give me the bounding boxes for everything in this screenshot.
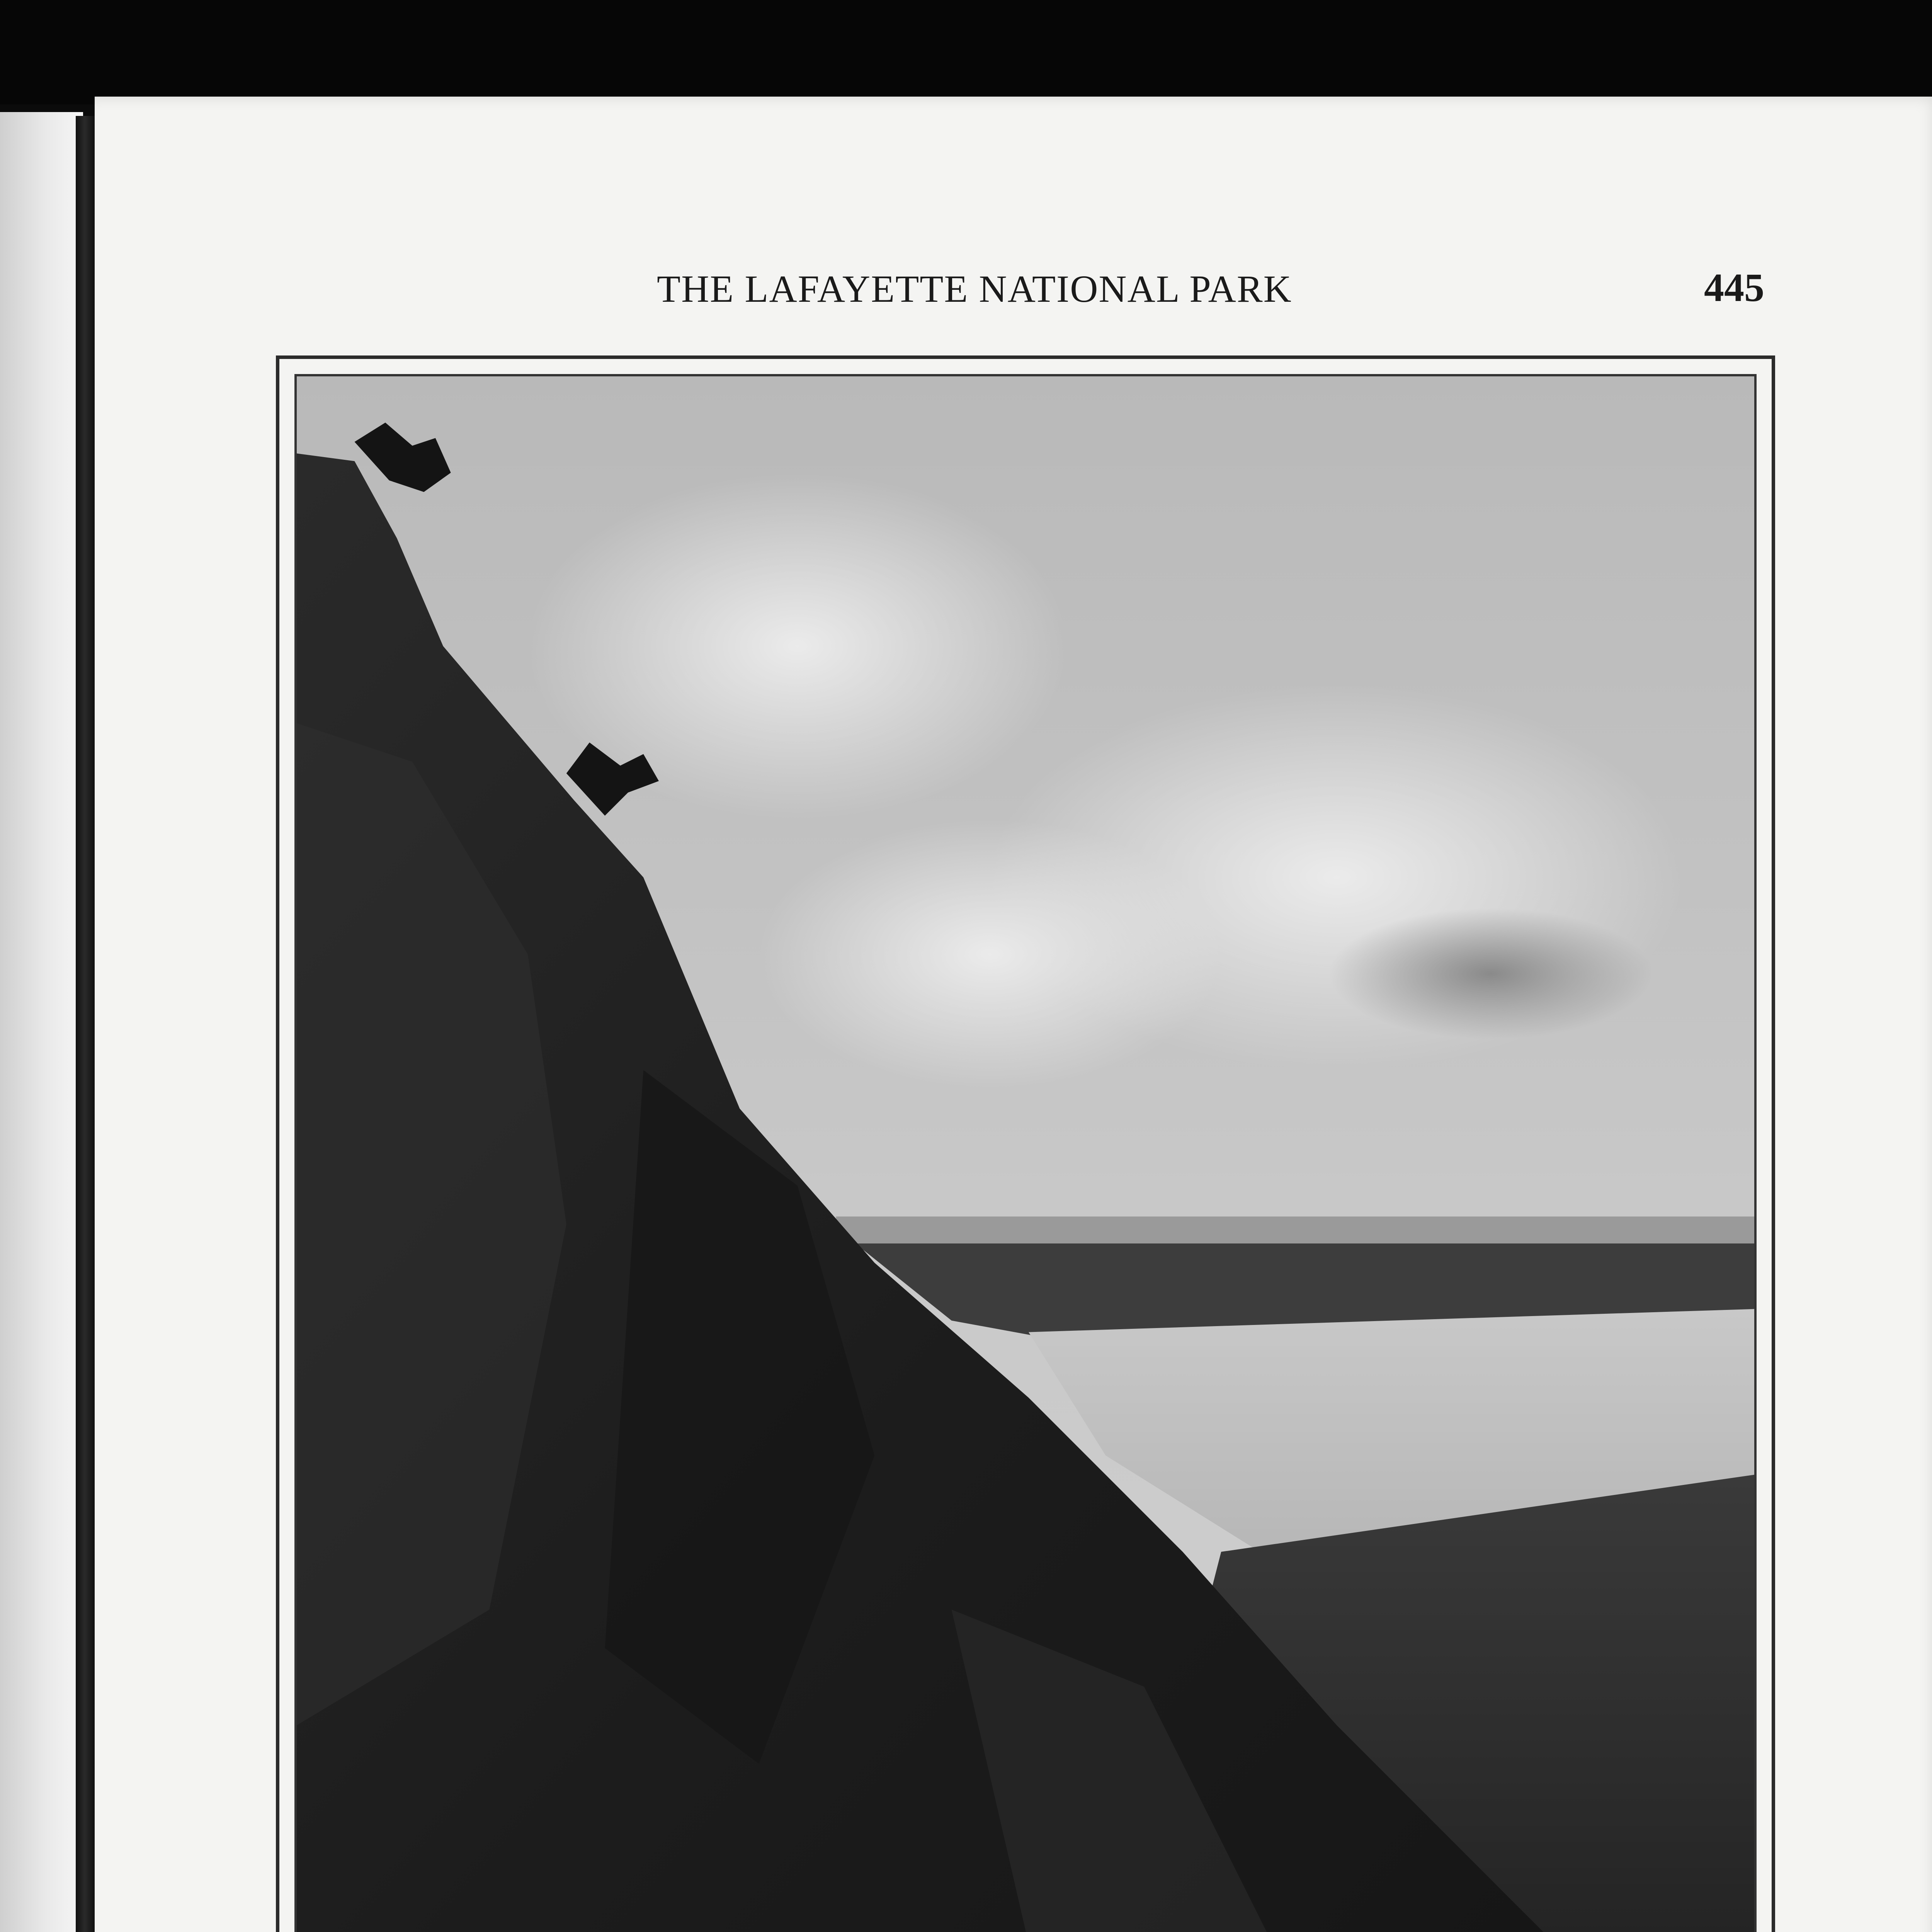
- book-spine-shadow: [76, 116, 96, 1932]
- running-head: THE LAFAYETTE NATIONAL PARK: [657, 267, 1292, 310]
- photograph-acadia-cliffs: [294, 374, 1757, 1932]
- photograph-illustration: [297, 376, 1754, 1932]
- scan-top-border: [0, 0, 1932, 104]
- facing-page-edge: [0, 112, 83, 1932]
- page-number: 445: [1704, 265, 1764, 310]
